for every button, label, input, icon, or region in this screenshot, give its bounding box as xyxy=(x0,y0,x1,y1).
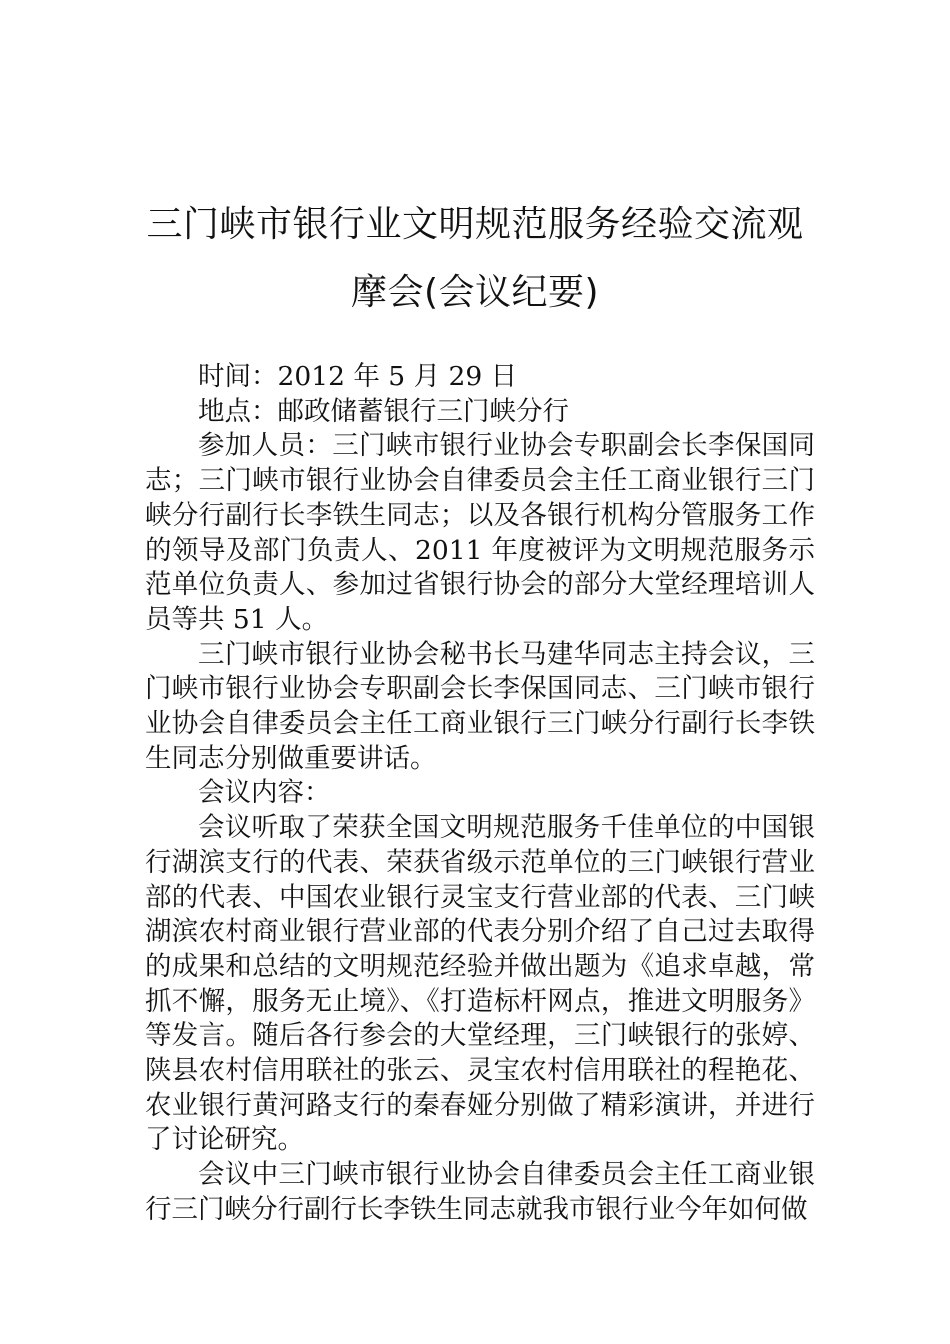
document-body xyxy=(145,360,815,1228)
meeting-content-paragraph-1: 会议听取了荣获全国文明规范服务千佳单位的中国银行湖滨支行的代表、荣获省级示范单位的三门峡银行营业部的代表、中国农业银行灵宝支行营业部的代表、三门峡湖滨农村商业银行营业部的代表分别介绍了自己过去取得的成果和总结的文明规范经验并做出题为《追求卓越，常抓不懈，服务无止境》、《打造标杆网点，推进文明服务》等发言。随后各行参会的大堂经理，三门峡银行的张婷、陕县农村信用联社的张云、灵宝农村信用联社的程艳花、农业银行黄河路支行的秦春娅分别做了精彩演讲，并进行了讨论研究。 xyxy=(145,812,815,1156)
meeting-participants: 参加人员：三门峡市银行业协会专职副会长李保国同志；三门峡市银行业协会自律委员会主任工商业银行三门峡分行副行长李铁生同志；以及各银行机构分管服务工作的领导及部门负责人、2011 年度被评为文明规范服务示范单位负责人、参加过省银行协会的部分大堂经理培训人员等共 51 人。 xyxy=(145,430,815,635)
meeting-content-heading: 会议内容： xyxy=(198,777,331,809)
document-title-line-1: 三门峡市银行业文明规范服务经验交流观 xyxy=(146,204,804,245)
meeting-host: 三门峡市银行业协会秘书长马建华同志主持会议，三门峡市银行业协会专职副会长李保国同志、三门峡市银行业协会自律委员会主任工商业银行三门峡分行副行长李铁生同志分别做重要讲话。 xyxy=(145,638,815,774)
meeting-time: 时间：2012 年 5 月 29 日 xyxy=(198,361,518,392)
document-title-line-2: 摩会(会议纪要) xyxy=(350,272,600,313)
meeting-location: 地点：邮政储蓄银行三门峡分行 xyxy=(198,395,569,427)
meeting-content-paragraph-2: 会议中三门峡市银行业协会自律委员会主任工商业银行三门峡分行副行长李铁生同志就我市银行业今年如何做 xyxy=(145,1159,815,1225)
